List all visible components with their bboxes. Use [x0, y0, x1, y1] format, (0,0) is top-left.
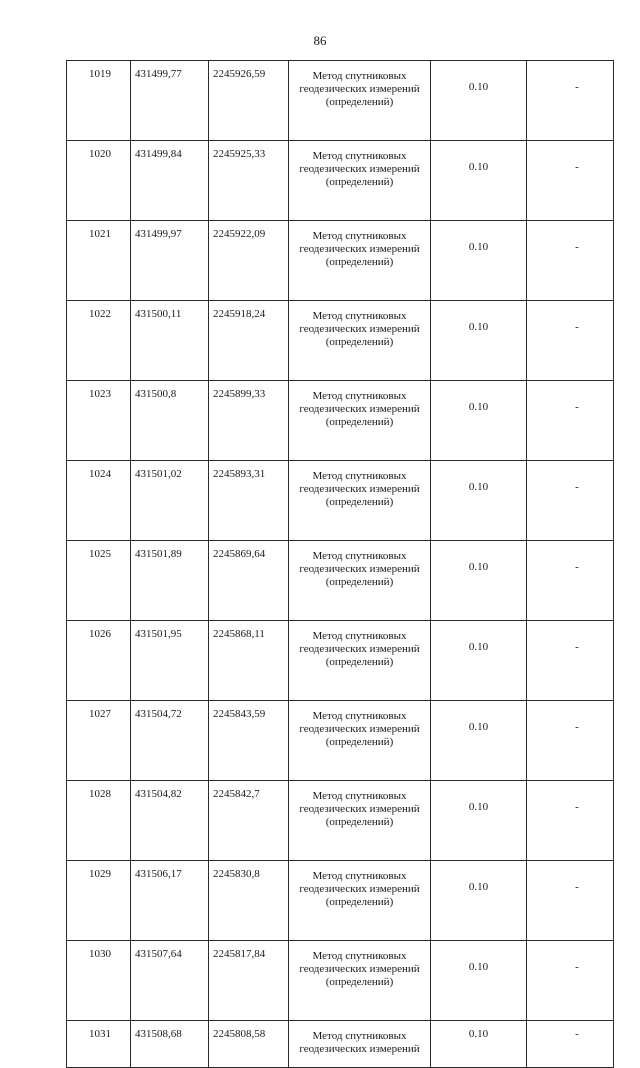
- accuracy-cell: 0.10: [431, 141, 527, 221]
- method-cell: [289, 941, 431, 1021]
- method-line: (определений): [325, 656, 394, 668]
- description-cell: -: [527, 701, 614, 781]
- coordinates-table: [66, 60, 614, 1068]
- method-line: геодезических измерений: [299, 723, 420, 735]
- method-line: геодезических измерений: [299, 403, 420, 415]
- method-line: геодезических измерений: [299, 803, 420, 815]
- description-cell: -: [527, 141, 614, 221]
- x-coordinate-cell: 431499,84: [131, 141, 209, 221]
- method-line: Метод спутниковых: [312, 790, 407, 802]
- accuracy-cell: 0.10: [431, 461, 527, 541]
- description-cell: -: [527, 1021, 614, 1068]
- y-coordinate-cell: 2245842,7: [209, 781, 289, 861]
- accuracy-cell: 0.10: [431, 941, 527, 1021]
- accuracy-cell: 0.10: [431, 61, 527, 141]
- accuracy-cell: 0.10: [431, 701, 527, 781]
- method-line: Метод спутниковых: [312, 550, 407, 562]
- y-coordinate-cell: 2245808,58: [209, 1021, 289, 1068]
- method-line: геодезических измерений: [299, 963, 420, 975]
- method-cell: [289, 621, 431, 701]
- point-number-cell: 1025: [67, 541, 131, 621]
- method-line: (определений): [325, 976, 394, 988]
- x-coordinate-cell: 431500,11: [131, 301, 209, 381]
- table-row: [67, 541, 614, 621]
- accuracy-cell: 0.10: [431, 621, 527, 701]
- y-coordinate-cell: 2245918,24: [209, 301, 289, 381]
- point-number-cell: 1029: [67, 861, 131, 941]
- x-coordinate-cell: 431504,72: [131, 701, 209, 781]
- y-coordinate-cell: 2245868,11: [209, 621, 289, 701]
- y-coordinate-cell: 2245869,64: [209, 541, 289, 621]
- description-cell: -: [527, 861, 614, 941]
- table-row: [67, 461, 614, 541]
- method-line: Метод спутниковых: [312, 70, 407, 82]
- description-cell: -: [527, 61, 614, 141]
- accuracy-cell: 0.10: [431, 541, 527, 621]
- description-cell: -: [527, 381, 614, 461]
- method-line: (определений): [325, 576, 394, 588]
- method-line: геодезических измерений: [299, 643, 420, 655]
- table-row: [67, 861, 614, 941]
- method-line: Метод спутниковых: [312, 710, 407, 722]
- point-number-cell: 1023: [67, 381, 131, 461]
- x-coordinate-cell: 431499,77: [131, 61, 209, 141]
- x-coordinate-cell: 431508,68: [131, 1021, 209, 1068]
- method-cell: [289, 301, 431, 381]
- accuracy-cell: 0.10: [431, 221, 527, 301]
- description-cell: -: [527, 541, 614, 621]
- x-coordinate-cell: 431504,82: [131, 781, 209, 861]
- description-cell: -: [527, 621, 614, 701]
- method-line: геодезических измерений: [299, 83, 420, 95]
- method-line: (определений): [325, 336, 394, 348]
- description-cell: -: [527, 461, 614, 541]
- y-coordinate-cell: 2245843,59: [209, 701, 289, 781]
- method-line: Метод спутниковых: [312, 870, 407, 882]
- table-row: [67, 141, 614, 221]
- method-line: (определений): [325, 736, 394, 748]
- method-line: Метод спутниковых: [312, 1030, 407, 1042]
- description-cell: -: [527, 941, 614, 1021]
- table-row: [67, 781, 614, 861]
- point-number-cell: 1026: [67, 621, 131, 701]
- y-coordinate-cell: 2245899,33: [209, 381, 289, 461]
- method-line: (определений): [325, 176, 394, 188]
- accuracy-cell: 0.10: [431, 301, 527, 381]
- point-number-cell: 1030: [67, 941, 131, 1021]
- coordinates-table-body: [67, 61, 614, 1068]
- method-cell: [289, 701, 431, 781]
- method-line: (определений): [325, 496, 394, 508]
- method-line: (определений): [325, 816, 394, 828]
- point-number-cell: 1022: [67, 301, 131, 381]
- x-coordinate-cell: 431507,64: [131, 941, 209, 1021]
- table-row: [67, 701, 614, 781]
- table-row: [67, 381, 614, 461]
- method-line: Метод спутниковых: [312, 150, 407, 162]
- method-line: геодезических измерений: [299, 323, 420, 335]
- accuracy-cell: 0.10: [431, 861, 527, 941]
- method-cell: [289, 861, 431, 941]
- method-line: геодезических измерений: [299, 243, 420, 255]
- method-line: Метод спутниковых: [312, 230, 407, 242]
- description-cell: -: [527, 781, 614, 861]
- point-number-cell: 1027: [67, 701, 131, 781]
- point-number-cell: 1028: [67, 781, 131, 861]
- method-line: (определений): [325, 256, 394, 268]
- accuracy-cell: 0.10: [431, 381, 527, 461]
- table-row: [67, 941, 614, 1021]
- y-coordinate-cell: 2245922,09: [209, 221, 289, 301]
- table-row: [67, 1021, 614, 1068]
- x-coordinate-cell: 431506,17: [131, 861, 209, 941]
- y-coordinate-cell: 2245926,59: [209, 61, 289, 141]
- method-line: Метод спутниковых: [312, 310, 407, 322]
- method-cell: [289, 1021, 431, 1068]
- method-line: Метод спутниковых: [312, 950, 407, 962]
- point-number-cell: 1020: [67, 141, 131, 221]
- x-coordinate-cell: 431501,02: [131, 461, 209, 541]
- description-cell: -: [527, 221, 614, 301]
- table-row: [67, 61, 614, 141]
- y-coordinate-cell: 2245925,33: [209, 141, 289, 221]
- method-line: Метод спутниковых: [312, 470, 407, 482]
- point-number-cell: 1024: [67, 461, 131, 541]
- method-line: Метод спутниковых: [312, 630, 407, 642]
- point-number-cell: 1019: [67, 61, 131, 141]
- method-cell: [289, 141, 431, 221]
- table-row: [67, 221, 614, 301]
- method-line: (определений): [325, 416, 394, 428]
- method-line: геодезических измерений: [299, 563, 420, 575]
- method-cell: [289, 61, 431, 141]
- method-line: геодезических измерений: [299, 1043, 420, 1055]
- x-coordinate-cell: 431501,89: [131, 541, 209, 621]
- page-number: 86: [313, 33, 327, 48]
- point-number-cell: 1021: [67, 221, 131, 301]
- method-line: (определений): [325, 96, 394, 108]
- method-cell: [289, 381, 431, 461]
- method-cell: [289, 541, 431, 621]
- y-coordinate-cell: 2245893,31: [209, 461, 289, 541]
- method-line: геодезических измерений: [299, 483, 420, 495]
- method-line: геодезических измерений: [299, 163, 420, 175]
- table-row: [67, 301, 614, 381]
- accuracy-cell: 0.10: [431, 1021, 527, 1068]
- x-coordinate-cell: 431499,97: [131, 221, 209, 301]
- x-coordinate-cell: 431501,95: [131, 621, 209, 701]
- y-coordinate-cell: 2245830,8: [209, 861, 289, 941]
- method-line: (определений): [325, 896, 394, 908]
- method-cell: [289, 221, 431, 301]
- point-number-cell: 1031: [67, 1021, 131, 1068]
- x-coordinate-cell: 431500,8: [131, 381, 209, 461]
- method-line: геодезических измерений: [299, 883, 420, 895]
- method-line: Метод спутниковых: [312, 390, 407, 402]
- y-coordinate-cell: 2245817,84: [209, 941, 289, 1021]
- accuracy-cell: 0.10: [431, 781, 527, 861]
- description-cell: -: [527, 301, 614, 381]
- method-cell: [289, 781, 431, 861]
- table-row: [67, 621, 614, 701]
- method-cell: [289, 461, 431, 541]
